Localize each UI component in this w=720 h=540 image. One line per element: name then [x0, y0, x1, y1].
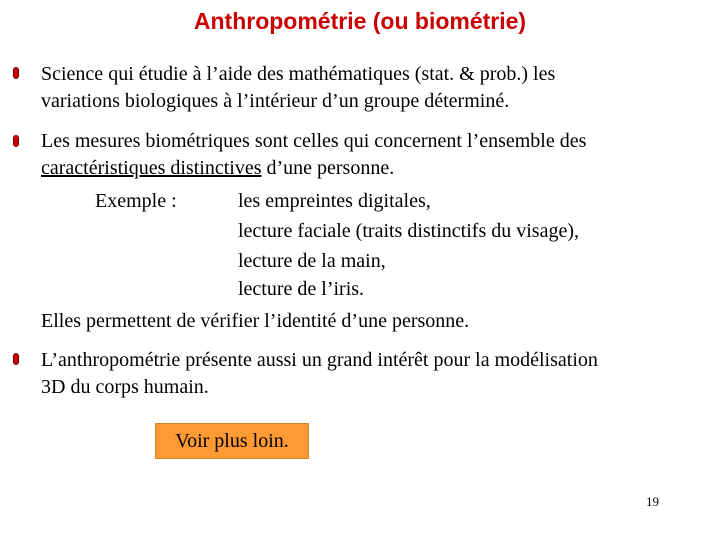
bullet-2-line-2-rest: d’une personne.: [261, 157, 395, 179]
example-item: les empreintes digitales,: [238, 190, 431, 212]
bullet-marker-icon: [13, 67, 19, 79]
example-label: Exemple :: [95, 190, 177, 212]
bullet-2-line-2: [41, 155, 394, 182]
bullet-marker-icon: [13, 353, 19, 365]
bullet-2-line-1: Les mesures biométriques sont celles qui concernent l’ensemble des: [41, 130, 587, 152]
example-item: lecture faciale (traits distinctifs du visage),: [238, 220, 579, 242]
page-number: 19: [646, 494, 659, 509]
example-item: lecture de l’iris.: [238, 278, 365, 300]
example-item: lecture de la main,: [238, 250, 386, 272]
bullet-3-line-1: L’anthropométrie présente aussi un grand intérêt pour la modélisation: [41, 349, 598, 371]
bullet-1-line-2: variations biologiques à l’intérieur d’un groupe déterminé.: [41, 90, 510, 112]
voir-plus-loin-button[interactable]: Voir plus loin.: [155, 423, 309, 459]
bullet-3-line-2: 3D du corps humain.: [41, 376, 209, 398]
bullet-marker-icon: [13, 135, 19, 147]
bullet-2-closing: Elles permettent de vérifier l’identité d’une personne.: [41, 310, 470, 332]
slide-title: Anthropométrie (ou biométrie): [193, 8, 527, 34]
underlined-term: caractéristiques distinctives: [41, 157, 262, 179]
bullet-1-line-1: Science qui étudie à l’aide des mathématiques (stat. & prob.) les: [41, 63, 556, 85]
